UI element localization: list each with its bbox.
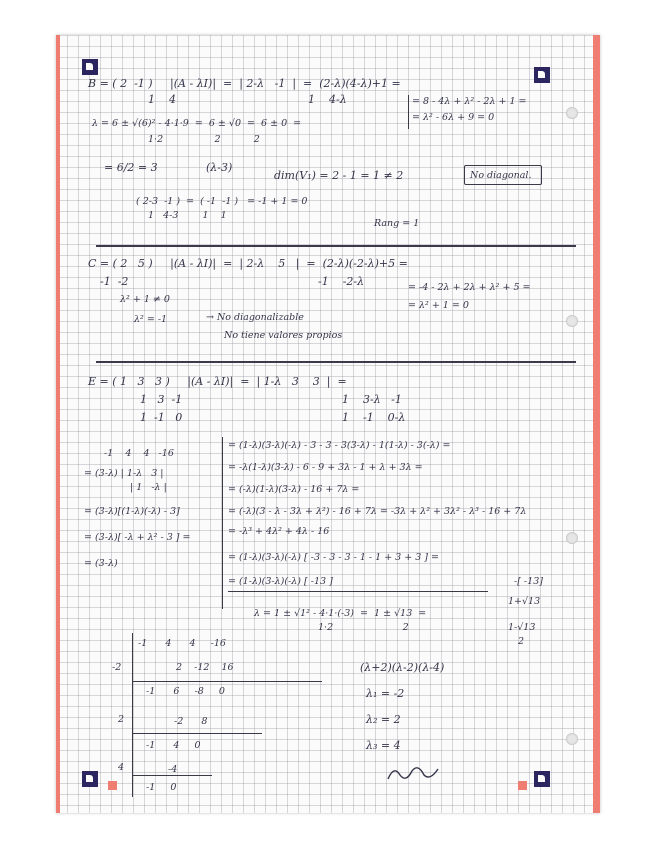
b-matrix-row2: 1 4 (148, 93, 176, 106)
b-rank: Rang = 1 (374, 218, 420, 229)
b-result: = 6/2 = 3 (104, 161, 158, 174)
binder-hole (566, 733, 578, 745)
ruffini-line (132, 681, 322, 682)
e-step6: = (1-λ)(3-λ)(-λ) [ -3 - 3 - 3 - 1 - 1 + 3 + 3 ] = (228, 552, 439, 563)
c-matrix-row2: -1 -2 (100, 275, 129, 288)
ruffini-vertical (132, 633, 133, 797)
b-quadratic-denominator: 1·2 2 2 (148, 134, 260, 145)
ruffini-row5: -1 4 0 (146, 740, 201, 751)
e-matrix-row3: 1 -1 0 (140, 411, 183, 424)
b-exp1: = 8 - 4λ + λ² - 2λ + 1 = (412, 96, 527, 107)
binder-hole (566, 315, 578, 327)
ruffini-row6: -4 (168, 764, 178, 775)
e-left4: = (3-λ)[(1-λ)(-λ) - 3] (84, 506, 180, 517)
e-work-divider (222, 437, 223, 609)
corner-marker-icon (82, 59, 98, 75)
e-left5: = (3-λ)[ -λ + λ² - 3 ] = (84, 532, 191, 543)
corner-marker-icon (534, 771, 550, 787)
b-check-row2: 1 4-3 1 1 (148, 210, 227, 221)
e-step5: = -λ³ + 4λ² + 4λ - 16 (228, 526, 330, 537)
e-root-denominator: 2 (518, 636, 525, 647)
e-det-row2: 1 3-λ -1 (342, 393, 402, 406)
e-step4: = (-λ)(3 - λ - 3λ + λ²) - 16 + 7λ = -3λ + λ² + 3λ² - λ³ - 16 + 7λ (228, 506, 527, 517)
ruffini-line (132, 733, 262, 734)
e-step3: = (-λ)(1-λ)(3-λ) - 16 + 7λ = (228, 484, 360, 495)
b-factor: (λ-3) (206, 161, 233, 174)
ruffini-row2: 2 -12 16 (176, 662, 234, 673)
b-check: ( 2-3 -1 ) = ( -1 -1 ) = -1 + 1 = 0 (136, 196, 308, 207)
left-margin-line (56, 35, 60, 813)
eigenvalue-1: λ₁ = -2 (366, 687, 405, 700)
scribble-mark (386, 761, 446, 783)
b-det-row2: 1 4-λ (308, 93, 347, 106)
ruffini-multiplier: 2 (118, 714, 125, 725)
ruffini-multiplier: 4 (118, 762, 125, 773)
e-det-row3: 1 -1 0-λ (342, 411, 406, 424)
c-exp2: = λ² + 1 = 0 (408, 300, 469, 311)
c-condition2: λ² = -1 (134, 314, 168, 325)
corner-square-icon (518, 781, 527, 790)
factored-form: (λ+2)(λ-2)(λ-4) (360, 661, 445, 674)
ruffini-row7: -1 0 (146, 782, 177, 793)
e-step7: = (1-λ)(3-λ)(-λ) [ -13 ] (228, 576, 333, 587)
e-root-plus: 1+√13 (508, 596, 541, 607)
b-bracket (408, 95, 409, 129)
b-dimension: dim(V₁) = 2 - 1 = 1 ≠ 2 (274, 169, 404, 182)
e-root-minus: 1-√13 (508, 622, 536, 633)
notebook-page (56, 35, 600, 813)
eigenvalue-2: λ₂ = 2 (366, 713, 401, 726)
e-left1: -1 4 4 -16 (104, 448, 174, 459)
section-divider (96, 361, 576, 363)
b-verdict-box (464, 165, 542, 185)
section-divider (96, 245, 576, 247)
ruffini-row4: -2 8 (174, 716, 208, 727)
binder-hole (566, 107, 578, 119)
corner-marker-icon (534, 67, 550, 83)
b-exp2: = λ² - 6λ + 9 = 0 (412, 112, 495, 123)
c-note2: No tiene valores propios (224, 330, 343, 341)
e-quadratic: λ = 1 ± √1² - 4·1·(-3) = 1 ± √13 = (254, 608, 427, 619)
c-line1: C = ( 2 5 ) |(A - λI)| = | 2-λ 5 | = (2-λ)(-2-λ)+5 = (88, 257, 408, 270)
corner-marker-icon (82, 771, 98, 787)
e-left6: = (3-λ) (84, 558, 118, 569)
ruffini-row3: -1 6 -8 0 (146, 686, 225, 697)
ruffini-row1: -1 4 4 -16 (138, 638, 226, 649)
c-exp1: = -4 - 2λ + 2λ + λ² + 5 = (408, 282, 531, 293)
c-condition1: λ² + 1 ≠ 0 (120, 294, 170, 305)
e-step1: = (1-λ)(3-λ)(-λ) - 3 - 3 - 3(3-λ) - 1(1-λ) - 3(-λ) = (228, 440, 451, 451)
b-quadratic: λ = 6 ± √(6)² - 4·1·9 = 6 ± √0 = 6 ± 0 = (92, 118, 302, 129)
e-quadratic-denominator: 1·2 2 (318, 622, 409, 633)
binder-hole (566, 532, 578, 544)
e-left3: | 1 -λ | (130, 482, 167, 493)
e-step2: = -λ(1-λ)(3-λ) - 6 - 9 + 3λ - 1 + λ + 3λ = (228, 462, 423, 473)
b-verdict: No diagonal. (470, 170, 532, 181)
e-left2: = (3-λ) | 1-λ 3 | (84, 468, 164, 479)
e-line1: E = ( 1 3 3 ) |(A - λI)| = | 1-λ 3 3 | = (88, 375, 347, 388)
e-underline (228, 591, 488, 592)
right-margin-line (593, 35, 600, 813)
eigenvalue-3: λ₃ = 4 (366, 739, 401, 752)
e-matrix-row2: 1 3 -1 (140, 393, 183, 406)
ruffini-multiplier: -2 (112, 662, 122, 673)
corner-square-icon (108, 781, 117, 790)
b-line1: B = ( 2 -1 ) |(A - λI)| = | 2-λ -1 | = (2-λ)(4-λ)+1 = (88, 77, 401, 90)
e-side-note: -[ -13] (514, 576, 543, 587)
c-note1: → No diagonalizable (206, 312, 304, 323)
c-det-row2: -1 -2-λ (318, 275, 365, 288)
